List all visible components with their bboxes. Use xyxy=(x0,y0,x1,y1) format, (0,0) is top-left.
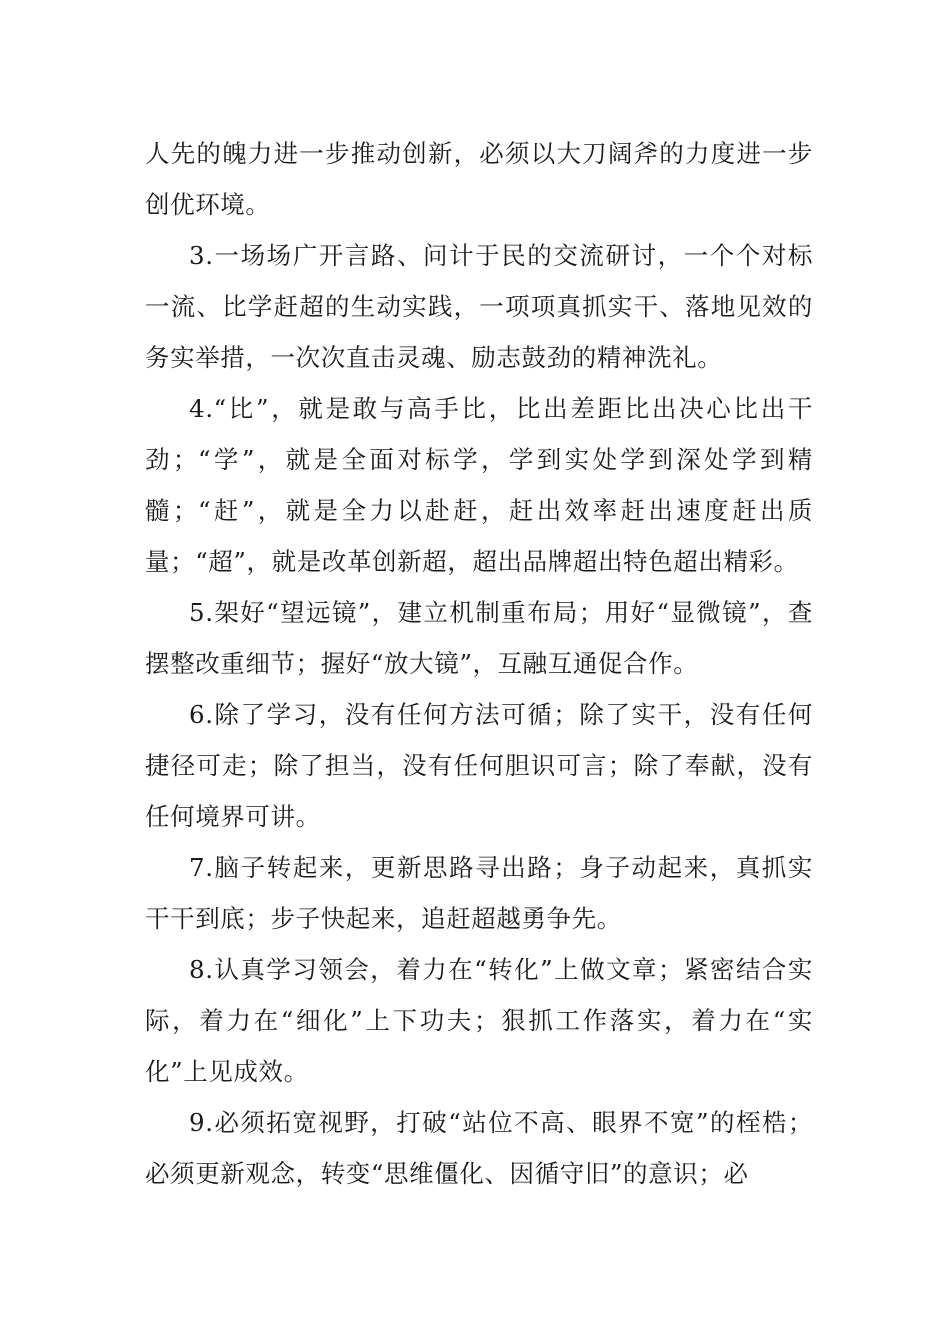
paragraph-item-6: 6.除了学习，没有任何方法可循；除了实干，没有任何捷径可走；除了担当，没有任何胆识可言；除了奉献，没有任何境界可讲。 xyxy=(145,700,813,831)
paragraph-item-8: 8.认真学习领会，着力在“转化”上做文章；紧密结合实际，着力在“细化”上下功夫；狠抓工作落实，着力在“实化”上见成效。 xyxy=(145,955,813,1086)
paragraph-item-3: 3.一场场广开言路、问计于民的交流研讨，一个个对标一流、比学赶超的生动实践，一项项真抓实干、落地见效的务实举措，一次次直击灵魂、励志鼓劲的精神洗礼。 xyxy=(145,241,813,372)
paragraph-item-4: 4.“比”，就是敢与高手比，比出差距比出决心比出干劲；“学”，就是全面对标学，学到实处学到深处学到精髓；“赶”，就是全力以赴赶，赶出效率赶出速度赶出质量；“超”，就是改革创新超，超出品牌超出特色超出精彩。 xyxy=(145,394,813,576)
paragraph-item-7: 7.脑子转起来，更新思路寻出路；身子动起来，真抓实干干到底；步子快起来，追赶超越勇争先。 xyxy=(145,853,813,933)
paragraph-item-5: 5.架好“望远镜”，建立机制重布局；用好“显微镜”，查摆整改重细节；握好“放大镜”，互融互通促合作。 xyxy=(145,598,813,678)
paragraph-item-9: 9.必须拓宽视野，打破“站位不高、眼界不宽”的桎梏；必须更新观念，转变“思维僵化、因循守旧”的意识；必 xyxy=(145,1108,813,1188)
body-text xyxy=(145,128,813,1199)
paragraph-continuation: 人先的魄力进一步推动创新，必须以大刀阔斧的力度进一步创优环境。 xyxy=(145,139,813,219)
